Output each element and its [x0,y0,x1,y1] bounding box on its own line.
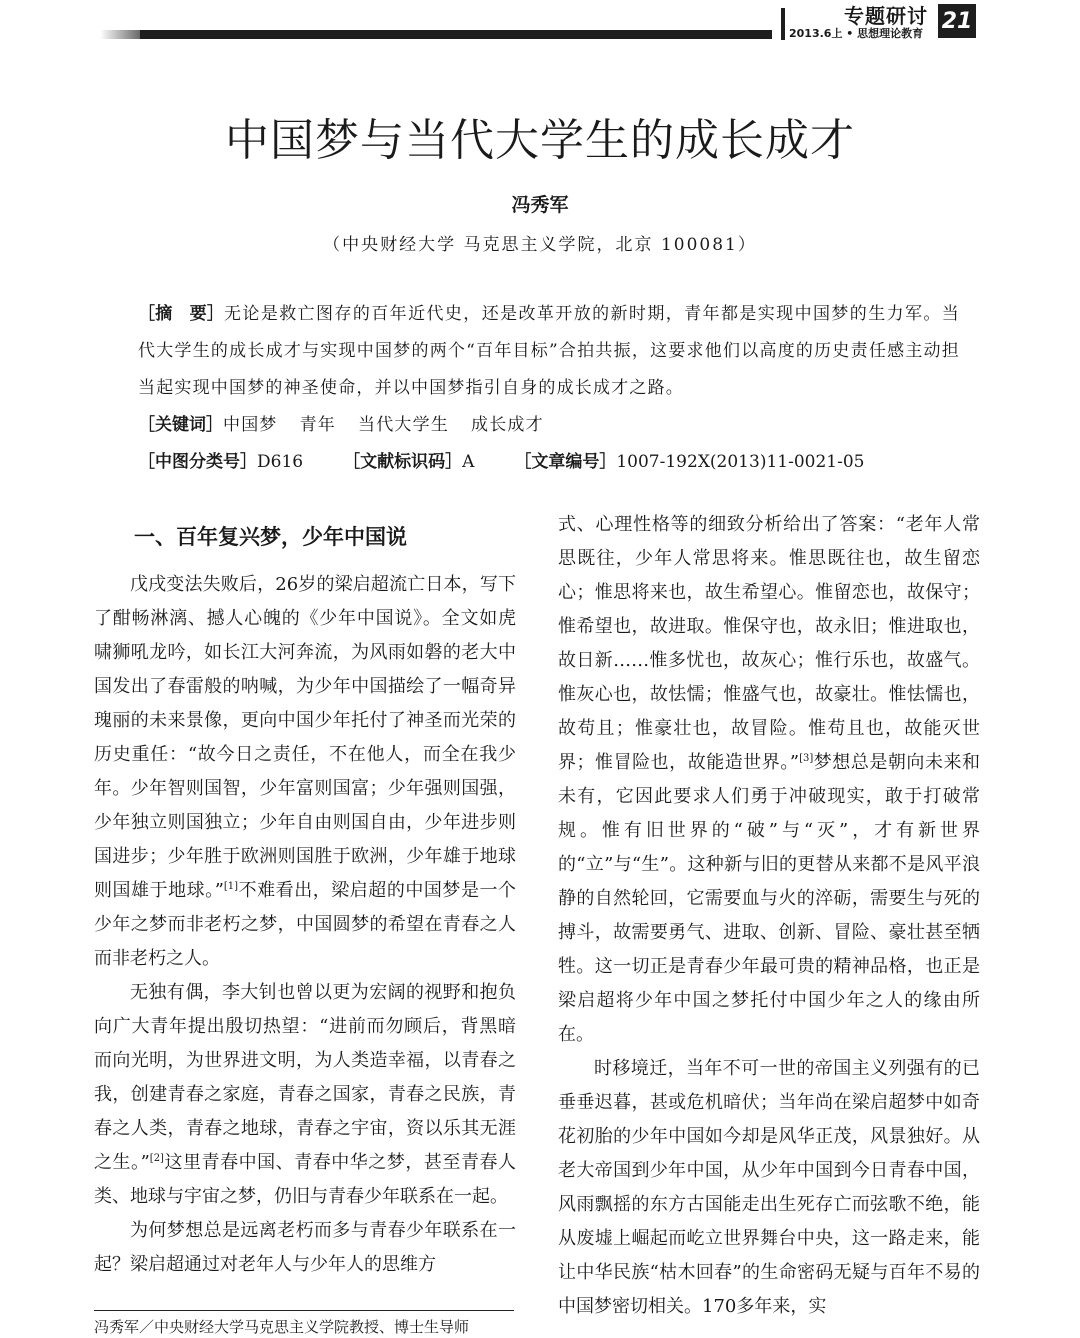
paragraph-text: 不难看出，梁启超的中国梦是一个少年之梦而非老朽之梦，中国圆梦的希望在青春之人而非老朽之人。 [94,880,517,969]
keyword: 当代大学生 [358,415,450,435]
author-footnote: 冯秀军／中央财经大学马克思主义学院教授、博士生导师 [94,1318,470,1336]
paragraph-text: 式、心理性格等的细致分析给出了答案：“老年人常思既往，少年人常思将来。惟思既往也，故生留恋心；惟思将来也，故生希望心。惟留恋也，故保守；惟希望也，故进取。惟保守也，故永旧；惟进取也，故日新……惟多忧也，故灰心；惟行乐也，故盛气。惟灰心也，故怯懦；惟盛气也，故豪壮。惟怯懦也，故苟且；惟豪壮也，故冒险。惟苟且也，故能灭世界；惟冒险也，故能造世界。” [558,514,980,773]
clc-number [138,444,303,481]
body-column-left [94,508,516,1282]
abstract [138,296,960,407]
keyword: 成长成才 [471,415,544,435]
author-affiliation: （中央财经大学 马克思主义学院，北京 100081） [323,235,757,255]
citation-ref: [3] [799,753,814,764]
classification-line [138,444,960,481]
article-number [514,444,864,481]
article-no-value: 1007-192X(2013)11-0021-05 [616,452,865,472]
paragraph-text: 梦想总是朝向未来和未有，它因此要求人们勇于冲破现实，敢于打破常规。惟有旧世界的“破”与“灭”，才有新世界的“立”与“生”。这种新与旧的更替从来都不是风平浪静的自然轮回，它需要血与火的淬砺，需要生与死的搏斗，故需要勇气、进取、创新、冒险、豪壮甚至牺牲。这一切正是青春少年最可贵的精神品格，也正是梁启超将少年中国之梦托付中国少年之人的缘由所在。 [558,752,981,1045]
citation-ref: [1] [223,881,239,892]
article-title: 中国梦与当代大学生的成长成才 [225,115,855,166]
paragraph-text: 这里青春中国、青春中华之梦，甚至青春人类、地球与宇宙之梦，仍旧与青春少年联系在一起。 [94,1152,517,1207]
abstract-block [138,296,960,481]
footnote-rule [94,1310,514,1311]
paragraph [94,568,516,976]
header-bar [140,30,772,39]
page-number: 21 [938,4,976,38]
doc-code-label: ［文献标识码］ [343,452,463,472]
paragraph [94,976,516,1214]
paragraph [558,508,980,1052]
clc-value: D616 [257,452,304,472]
paragraph-text: 无独有偶，李大钊也曾以更为宏阔的视野和抱负向广大青年提出殷切热望：“进前而勿顾后，背黑暗而向光明，为世界进文明，为人类造幸福，以青春之我，创建青春之家庭，青春之国家，青春之民族，青春之人类，青春之地球，青春之宇宙，资以乐其无涯之生。” [94,982,516,1173]
journal-column-name: 专题研讨 [844,4,928,28]
document-code [343,444,474,481]
keyword: 中国梦 [223,415,278,435]
section-heading: 一、百年复兴梦，少年中国说 [134,525,407,549]
citation-ref: [2] [149,1153,164,1164]
keywords [138,407,960,444]
journal-issue: 2013.6上 • 思想理论教育 [789,27,924,40]
article-no-label: ［文章编号］ [514,452,617,472]
article-author: 冯秀军 [511,194,569,216]
clc-label: ［中图分类号］ [138,452,257,472]
body-column-right [558,508,980,1324]
abstract-label: ［摘 要］ [138,304,225,324]
paragraph: 为何梦想总是远离老朽而多与青春少年联系在一起？梁启超通过对老年人与少年人的思维方 [94,1220,516,1275]
keywords-label: ［关键词］ [138,415,223,435]
abstract-text: 无论是救亡图存的百年近代史，还是改革开放的新时期，青年都是实现中国梦的生力军。当代大学生的成长成才与实现中国梦的两个“百年目标”合拍共振，这要求他们以高度的历史责任感主动担当起实现中国梦的神圣使命，并以中国梦指引自身的成长成才之路。 [138,304,961,398]
paragraph-text: 戊戌变法失败后，26岁的梁启超流亡日本，写下了酣畅淋漓、撼人心魄的《少年中国说》。全文如虎啸狮吼龙吟，如长江大河奔流，为风雨如磐的老大中国发出了春雷般的呐喊，为少年中国描绘了一幅奇异瑰丽的未来景像，更向中国少年托付了神圣而光荣的历史重任：“故今日之责任，不在他人，而全在我少年。少年智则国智，少年富则国富；少年强则国强，少年独立则国独立；少年自由则国自由，少年进步则国进步；少年胜于欧洲则国胜于欧洲，少年雄于地球则国雄于地球。” [94,574,516,901]
keyword: 青年 [299,415,337,435]
paragraph: 时移境迁，当年不可一世的帝国主义列强有的已垂垂迟暮，甚或危机暗伏；当年尚在梁启超梦中如奇花初胎的少年中国如今却是风华正茂，风景独好。从老大帝国到少年中国，从少年中国到今日青春中国，风雨飘摇的东方古国能走出生死存亡而弦歌不绝，能从废墟上崛起而屹立世界舞台中央，这一路走来，能让中华民族“枯木回春”的生命密码无疑与百年不易的中国梦密切相关。170多年来，实 [558,1058,980,1317]
header-divider [781,8,785,40]
doc-code-value: A [462,452,475,472]
